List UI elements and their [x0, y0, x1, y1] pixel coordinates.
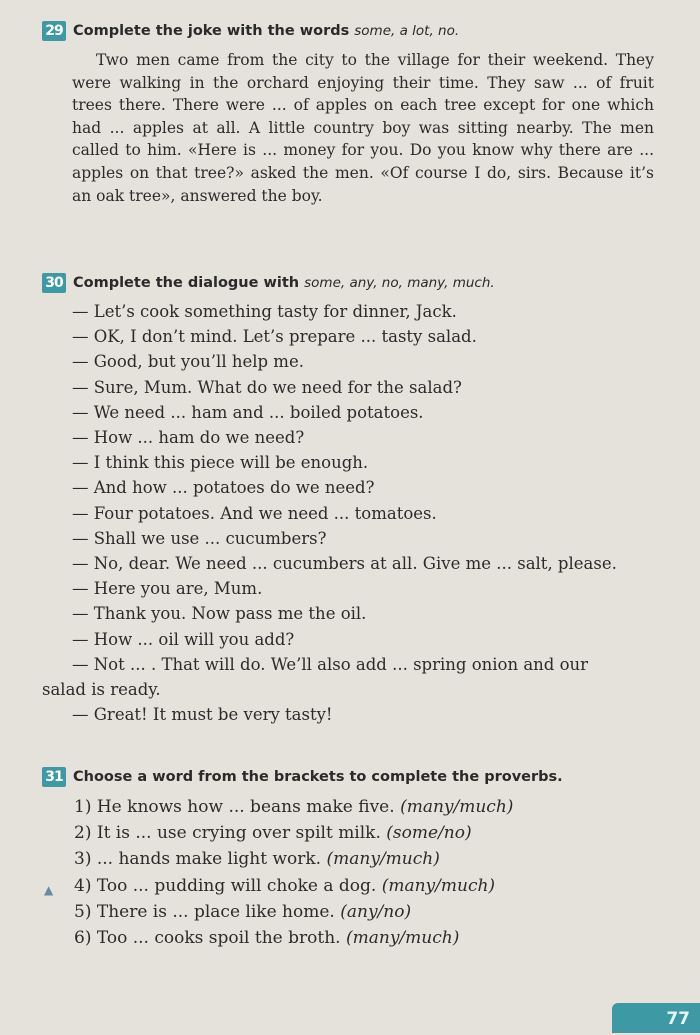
- dialogue-line: — Let’s cook something tasty for dinner, Jack.: [72, 302, 457, 321]
- dialogue-line: — Here you are, Mum.: [72, 579, 263, 599]
- proverb-item: [74, 846, 687, 872]
- dialogue-line: — How ... oil will you add?: [72, 629, 295, 649]
- proverb-item: [74, 925, 687, 951]
- dialogue: [42, 299, 687, 727]
- dialogue-line: — We need ... ham and ... boiled potatoes.: [72, 402, 424, 422]
- dialogue-line-continuation: salad is ready.: [42, 680, 161, 700]
- proverb-text: 1) He knows how ... beans make five.: [74, 797, 395, 817]
- page-number: 77: [612, 1003, 700, 1033]
- proverb-list: [44, 794, 687, 951]
- dialogue-line: — How ... ham do we need?: [72, 428, 305, 448]
- arrow-marker-icon: ▲: [44, 882, 54, 897]
- exercise-30-number: 30: [42, 273, 66, 293]
- exercise-31: [42, 765, 687, 951]
- proverb-options: (some/no): [386, 823, 472, 844]
- exercise-29-header: [42, 19, 687, 43]
- dialogue-line: — Shall we use ... cucumbers?: [72, 528, 327, 548]
- exercise-30: [42, 271, 687, 727]
- proverb-item: [74, 794, 687, 820]
- proverb-item: [74, 820, 687, 846]
- dialogue-line: — Thank you. Now pass me the oil.: [72, 604, 367, 624]
- exercise-30-title: Complete the dialogue with: [73, 275, 300, 291]
- dialogue-line: — OK, I don’t mind. Let’s prepare ... tasty salad.: [72, 327, 477, 347]
- proverb-options: (many/much): [400, 797, 514, 817]
- exercise-29-number: 29: [42, 21, 66, 41]
- exercise-29-title: Complete the joke with the words: [73, 23, 350, 39]
- proverb-options: (many/much): [345, 928, 460, 949]
- exercise-29-words: some, a lot, no.: [354, 23, 460, 39]
- proverb-text: 4) Too ... pudding will choke a dog.: [74, 875, 377, 896]
- proverb-text: 6) Too ... cooks spoil the broth.: [74, 928, 341, 949]
- proverb-text: 5) There is ... place like home.: [74, 901, 335, 922]
- exercise-31-title: Choose a word from the brackets to complete the proverbs.: [73, 769, 563, 785]
- exercise-29-joke-text: Two men came from the city to the village for their weekend. They were walking in the orchard enjoying their time. They saw ... of fruit trees there. There were ... of apples on each tree except for one which had ... apples at all. A little country boy was sitting nearby. The men called to him. «Here is ... money for you. Do you know why there are ... apples on that tree?» asked the men. «Of course I do, sirs. Because it’s an oak tree», answered the boy.: [72, 51, 654, 205]
- proverb-options: (many/much): [326, 849, 440, 870]
- dialogue-line: — Good, but you’ll help me.: [72, 352, 304, 372]
- exercise-30-header: [42, 271, 687, 295]
- dialogue-line: — Sure, Mum. What do we need for the salad?: [72, 377, 462, 397]
- proverb-text: 3) ... hands make light work.: [74, 849, 322, 870]
- proverb-options: (many/much): [381, 875, 496, 896]
- dialogue-line: — I think this piece will be enough.: [72, 453, 369, 473]
- proverb-item: [74, 899, 687, 925]
- proverb-text: 2) It is ... use crying over spilt milk.: [74, 823, 381, 844]
- proverb-options: (any/no): [340, 901, 412, 922]
- exercise-31-number: 31: [42, 767, 66, 787]
- dialogue-line: — And how ... potatoes do we need?: [72, 478, 375, 498]
- exercise-30-words: some, any, no, many, much.: [304, 275, 495, 291]
- proverb-item: [44, 873, 687, 899]
- dialogue-line: — Not ... . That will do. We’ll also add ... spring onion and our: [72, 654, 589, 674]
- dialogue-line: — No, dear. We need ... cucumbers at all. Give me ... salt, please.: [72, 554, 617, 574]
- exercise-29: [42, 19, 687, 207]
- exercise-31-header: [42, 765, 687, 789]
- dialogue-line: — Four potatoes. And we need ... tomatoes.: [72, 503, 437, 523]
- dialogue-line: — Great! It must be very tasty!: [72, 705, 333, 725]
